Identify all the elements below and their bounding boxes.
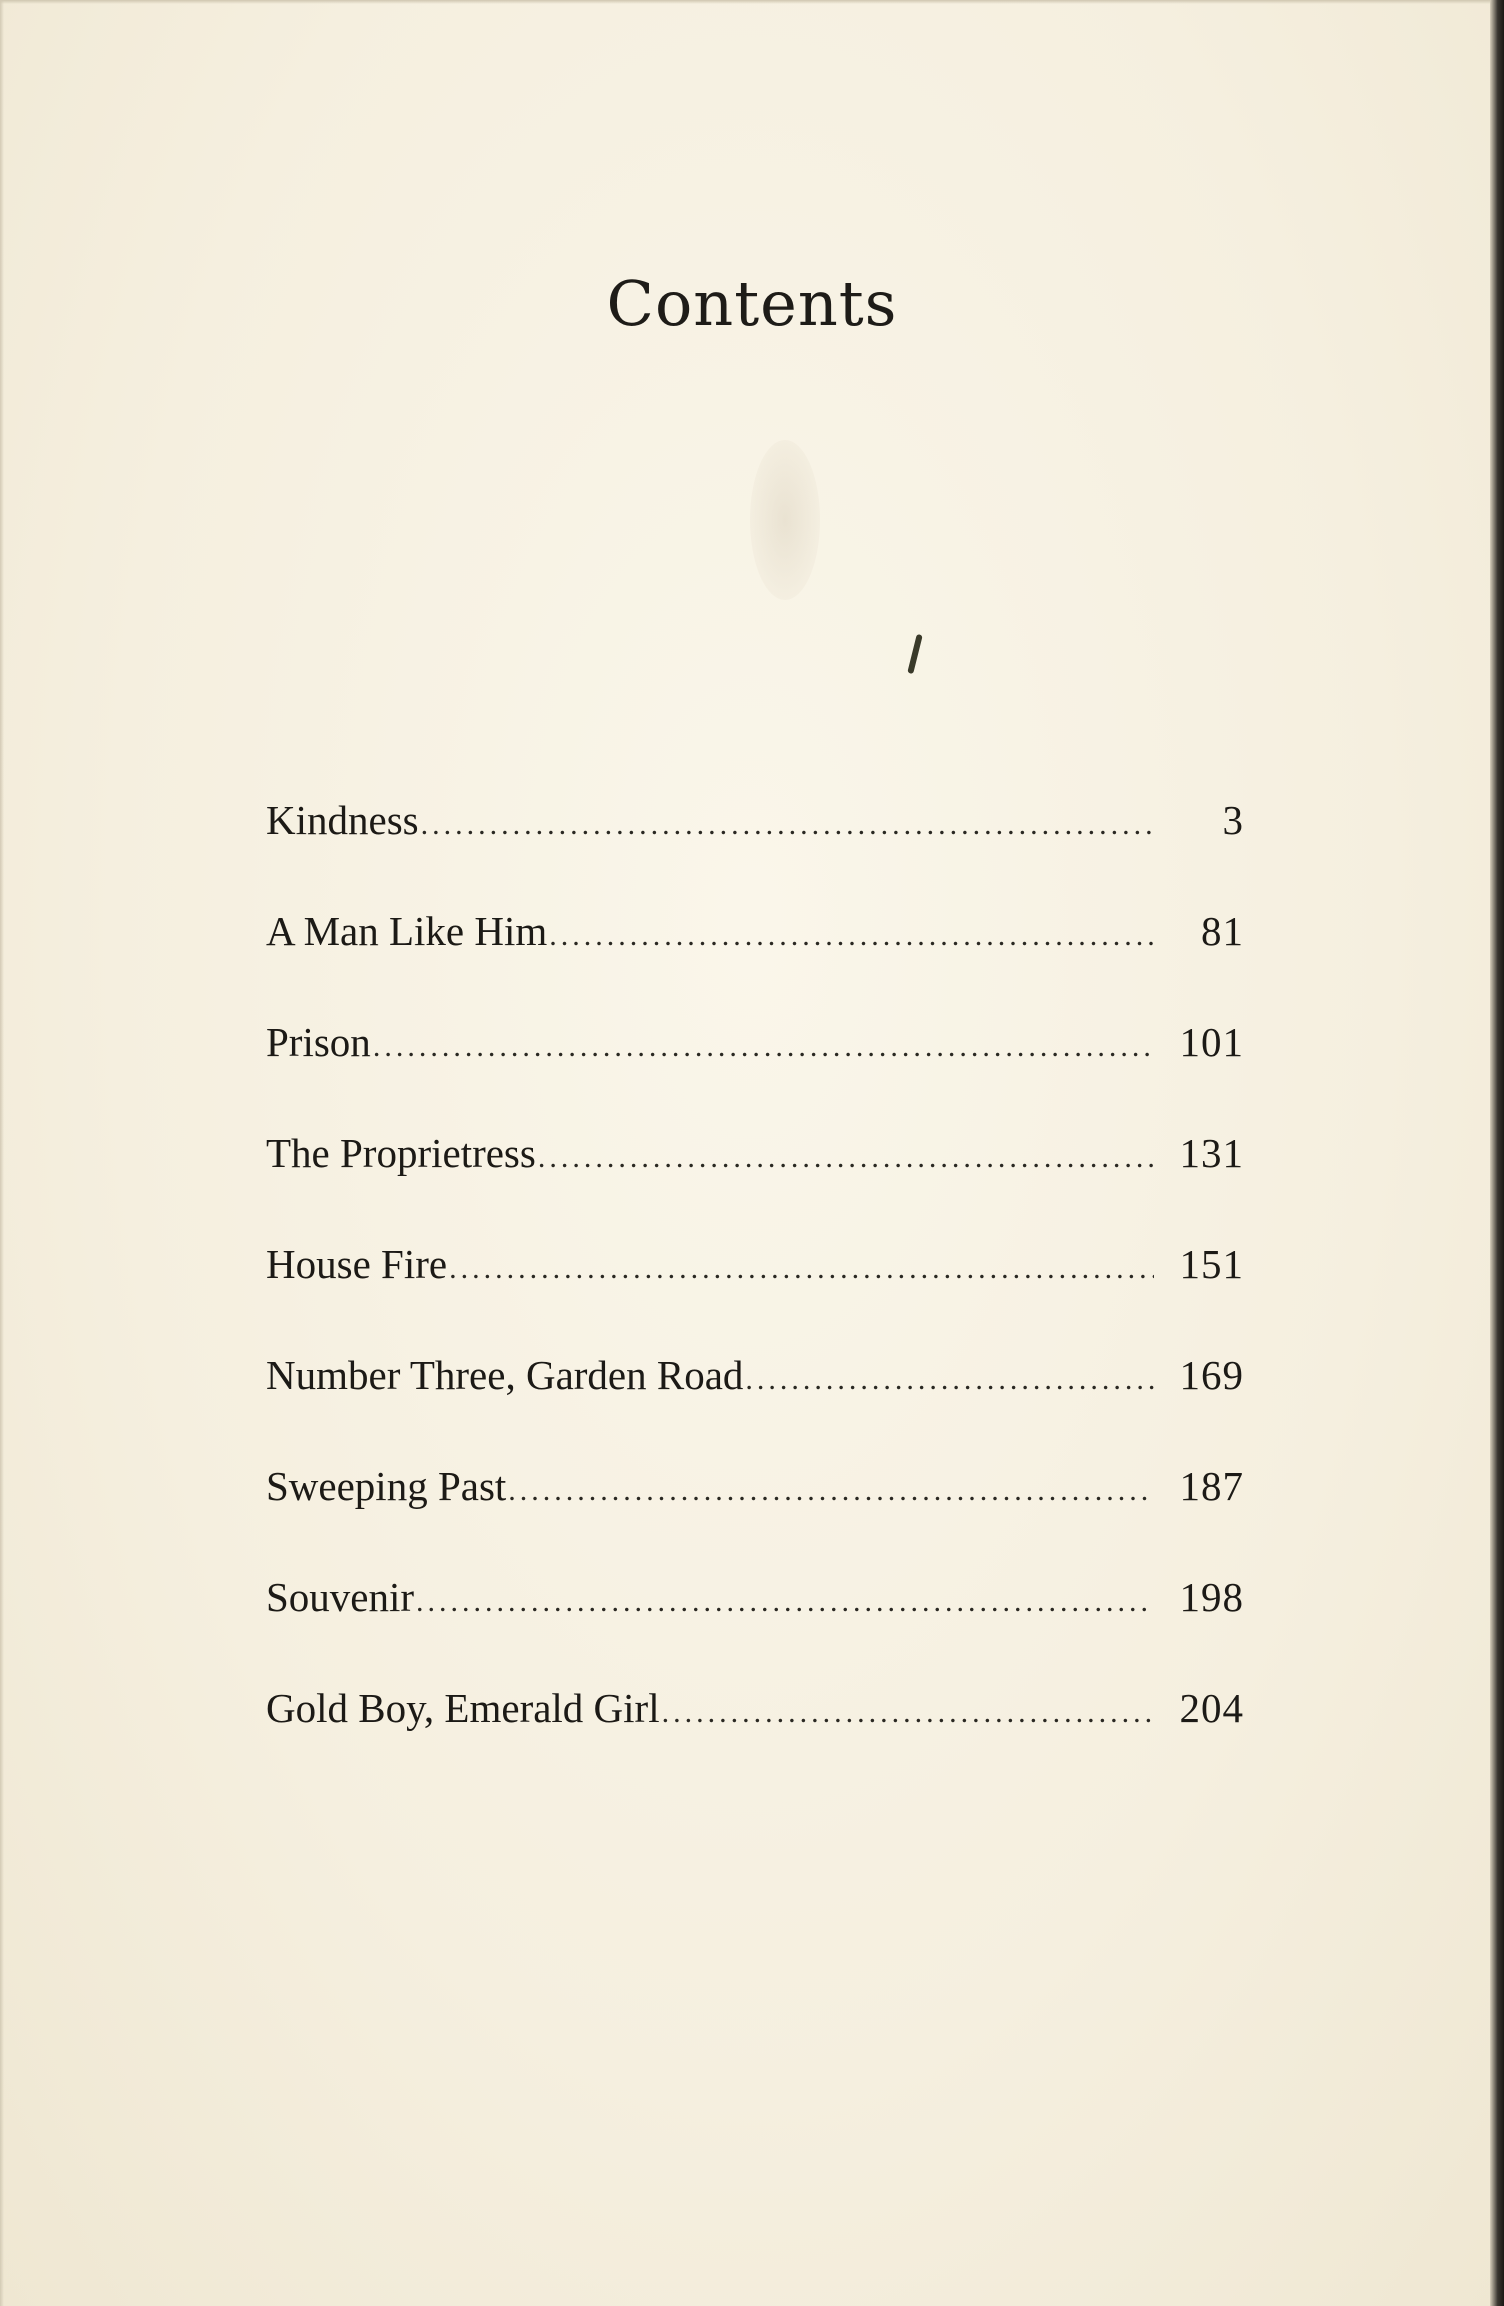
toc-dot-leader [449,1239,1154,1299]
toc-entry [266,1345,1244,1456]
toc-entry-page: 3 [1222,797,1244,843]
ink-mark [907,634,922,674]
toc-entry-title: The Proprietress [266,1130,536,1176]
page-binding-edge [1490,0,1504,2306]
toc-dot-leader [549,906,1154,966]
toc-dot-leader [508,1461,1154,1521]
toc-dot-leader [421,795,1154,855]
toc-entry-title: Souvenir [266,1574,415,1620]
page-top-edge [0,0,1504,4]
toc-entry-title: Number Three, Garden Road [266,1352,744,1398]
toc-entry [266,1678,1244,1789]
toc-entry-page: 151 [1179,1241,1244,1287]
toc-entry [266,901,1244,1012]
toc-dot-leader [416,1572,1154,1632]
toc-entry-title: Prison [266,1019,371,1065]
toc-entry-title: House Fire [266,1241,448,1287]
toc-entry-page: 187 [1179,1463,1244,1509]
table-of-contents [266,790,1244,1789]
toc-dot-leader [538,1128,1154,1188]
toc-dot-leader [662,1683,1154,1743]
toc-entry-title: Kindness [266,797,419,843]
toc-entry-page: 198 [1179,1574,1244,1620]
toc-entry-page: 81 [1201,908,1244,954]
contents-heading: Contents [606,266,898,340]
toc-entry-title: Sweeping Past [266,1463,507,1509]
toc-entry-title: A Man Like Him [266,908,548,954]
toc-entry-page: 101 [1179,1019,1244,1065]
toc-dot-leader [745,1350,1154,1410]
toc-dot-leader [373,1017,1154,1077]
page-left-edge [0,0,4,2306]
toc-entry [266,1012,1244,1123]
toc-entry [266,1567,1244,1678]
toc-entry-page: 131 [1179,1130,1244,1176]
paper-smudge [750,440,820,600]
toc-entry [266,1456,1244,1567]
toc-entry-page: 169 [1179,1352,1244,1398]
toc-entry [266,1123,1244,1234]
toc-entry-page: 204 [1179,1685,1244,1731]
toc-entry [266,1234,1244,1345]
toc-entry [266,790,1244,901]
toc-entry-title: Gold Boy, Emerald Girl [266,1685,660,1731]
